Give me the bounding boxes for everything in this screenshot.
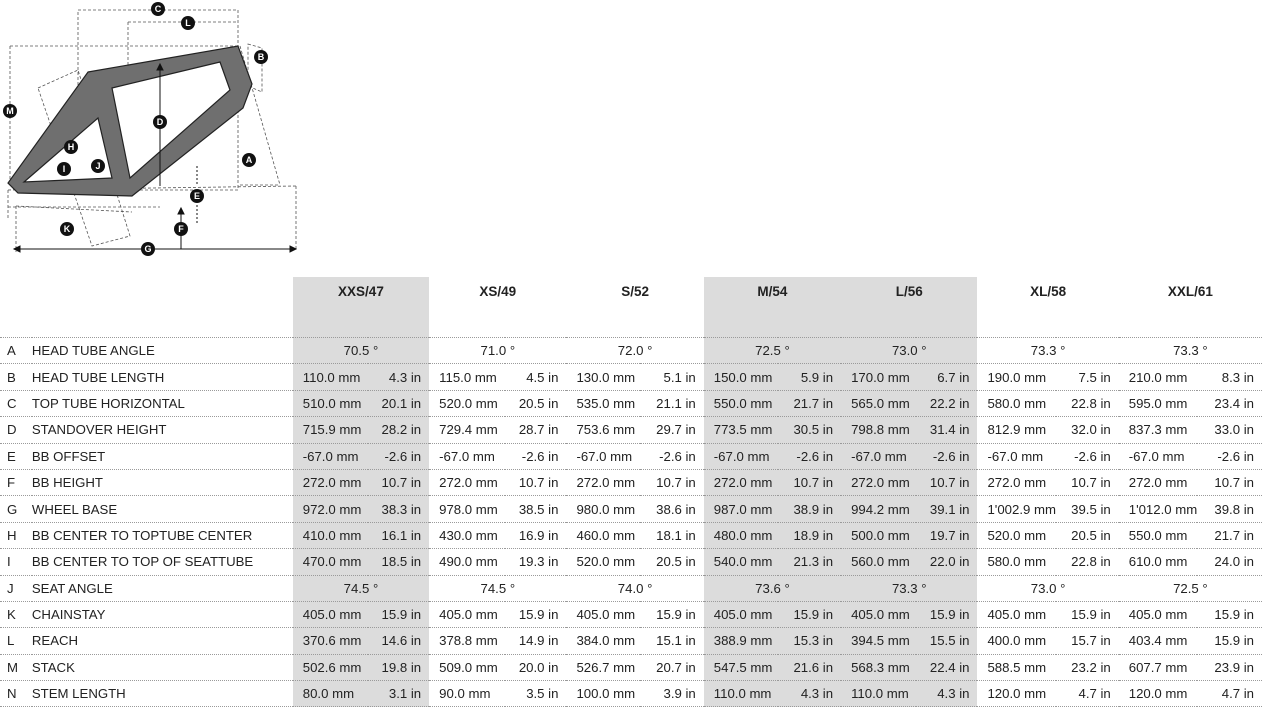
mm-cell: 405.0 mm — [977, 601, 1056, 627]
mm-cell: 500.0 mm — [841, 522, 916, 548]
angle-cell: 70.5 ° — [293, 338, 429, 364]
row-label: TOP TUBE HORIZONTAL — [32, 390, 293, 416]
row-letter: I — [0, 549, 32, 575]
inch-cell: 38.3 in — [368, 496, 429, 522]
inch-cell: 22.2 in — [916, 390, 978, 416]
mm-cell: 272.0 mm — [566, 469, 640, 495]
mm-cell: 110.0 mm — [293, 364, 368, 390]
inch-cell: 39.5 in — [1056, 496, 1119, 522]
row-label: REACH — [32, 628, 293, 654]
size-header: M/54 — [704, 277, 841, 338]
inch-cell: 21.1 in — [640, 390, 704, 416]
mm-cell: 987.0 mm — [704, 496, 779, 522]
inch-cell: 20.0 in — [505, 654, 567, 680]
svg-text:M: M — [6, 106, 14, 116]
inch-cell: 4.7 in — [1197, 681, 1262, 707]
mm-cell: 610.0 mm — [1119, 549, 1198, 575]
angle-cell: 73.3 ° — [977, 338, 1118, 364]
mm-cell: 978.0 mm — [429, 496, 504, 522]
mm-cell: 715.9 mm — [293, 417, 368, 443]
badge-g-icon — [141, 242, 155, 256]
badge-d-icon — [153, 115, 167, 129]
inch-cell: 4.3 in — [368, 364, 429, 390]
row-letter: F — [0, 469, 32, 495]
table-row — [0, 338, 1262, 364]
mm-cell: 753.6 mm — [566, 417, 640, 443]
mm-cell: -67.0 mm — [1119, 443, 1198, 469]
svg-text:A: A — [245, 155, 253, 165]
size-header: XS/49 — [479, 284, 517, 299]
inch-cell: 15.1 in — [640, 628, 704, 654]
row-letter: B — [0, 364, 32, 390]
mm-cell: 405.0 mm — [704, 601, 779, 627]
mm-cell: 980.0 mm — [566, 496, 640, 522]
inch-cell: 15.9 in — [1197, 628, 1262, 654]
angle-cell: 73.3 ° — [1119, 338, 1262, 364]
badge-m-icon — [3, 104, 17, 118]
table-row — [0, 654, 1262, 680]
svg-text:K: K — [63, 224, 71, 234]
table-row — [0, 364, 1262, 390]
mm-cell: 400.0 mm — [977, 628, 1056, 654]
mm-cell: 120.0 mm — [1119, 681, 1198, 707]
inch-cell: 16.9 in — [505, 522, 567, 548]
row-letter: G — [0, 496, 32, 522]
inch-cell: 20.5 in — [1056, 522, 1119, 548]
mm-cell: 210.0 mm — [1119, 364, 1198, 390]
mm-cell: 120.0 mm — [977, 681, 1056, 707]
geometry-table — [0, 277, 1262, 707]
inch-cell: 21.3 in — [778, 549, 841, 575]
inch-cell: 28.7 in — [505, 417, 567, 443]
inch-cell: 19.8 in — [368, 654, 429, 680]
inch-cell: 33.0 in — [1197, 417, 1262, 443]
mm-cell: 580.0 mm — [977, 390, 1056, 416]
svg-text:H: H — [67, 142, 75, 152]
angle-cell: 72.5 ° — [1119, 575, 1262, 601]
mm-cell: 80.0 mm — [293, 681, 368, 707]
mm-cell: 430.0 mm — [429, 522, 504, 548]
mm-cell: 837.3 mm — [1119, 417, 1198, 443]
mm-cell: 607.7 mm — [1119, 654, 1198, 680]
mm-cell: 405.0 mm — [841, 601, 916, 627]
mm-cell: -67.0 mm — [704, 443, 779, 469]
mm-cell: 547.5 mm — [704, 654, 779, 680]
row-label: WHEEL BASE — [32, 496, 293, 522]
inch-cell: 18.5 in — [368, 549, 429, 575]
inch-cell: 20.7 in — [640, 654, 704, 680]
angle-cell: 72.5 ° — [704, 338, 841, 364]
inch-cell: 8.3 in — [1197, 364, 1262, 390]
mm-cell: 520.0 mm — [429, 390, 504, 416]
inch-cell: -2.6 in — [778, 443, 841, 469]
size-header: L/56 — [841, 277, 977, 338]
row-label: BB CENTER TO TOPTUBE CENTER — [32, 522, 293, 548]
mm-cell: 190.0 mm — [977, 364, 1056, 390]
mm-cell: 150.0 mm — [704, 364, 779, 390]
mm-cell: 550.0 mm — [1119, 522, 1198, 548]
row-label: BB OFFSET — [32, 443, 293, 469]
row-label: CHAINSTAY — [32, 601, 293, 627]
mm-cell: 1'012.0 mm — [1119, 496, 1198, 522]
mm-cell: 115.0 mm — [429, 364, 504, 390]
inch-cell: 10.7 in — [505, 469, 567, 495]
inch-cell: 24.0 in — [1197, 549, 1262, 575]
inch-cell: -2.6 in — [505, 443, 567, 469]
mm-cell: 509.0 mm — [429, 654, 504, 680]
inch-cell: 22.4 in — [916, 654, 978, 680]
row-letter: J — [0, 575, 32, 601]
row-letter: D — [0, 417, 32, 443]
mm-cell: 812.9 mm — [977, 417, 1056, 443]
inch-cell: -2.6 in — [1056, 443, 1119, 469]
mm-cell: 470.0 mm — [293, 549, 368, 575]
inch-cell: 6.7 in — [916, 364, 978, 390]
svg-text:E: E — [193, 191, 201, 201]
inch-cell: 23.4 in — [1197, 390, 1262, 416]
inch-cell: 10.7 in — [368, 469, 429, 495]
angle-cell: 73.0 ° — [841, 338, 977, 364]
inch-cell: 23.2 in — [1056, 654, 1119, 680]
mm-cell: -67.0 mm — [566, 443, 640, 469]
angle-cell: 74.0 ° — [566, 575, 703, 601]
mm-cell: 272.0 mm — [429, 469, 504, 495]
row-letter: H — [0, 522, 32, 548]
inch-cell: 15.3 in — [778, 628, 841, 654]
row-letter: C — [0, 390, 32, 416]
inch-cell: 10.7 in — [1056, 469, 1119, 495]
mm-cell: 550.0 mm — [704, 390, 779, 416]
mm-cell: 729.4 mm — [429, 417, 504, 443]
mm-cell: 798.8 mm — [841, 417, 916, 443]
svg-text:J: J — [95, 161, 101, 171]
mm-cell: 480.0 mm — [704, 522, 779, 548]
badge-b-icon — [254, 50, 268, 64]
inch-cell: 39.1 in — [916, 496, 978, 522]
badge-f-icon — [174, 222, 188, 236]
inch-cell: 30.5 in — [778, 417, 841, 443]
mm-cell: 565.0 mm — [841, 390, 916, 416]
table-row — [0, 575, 1262, 601]
inch-cell: 15.9 in — [778, 601, 841, 627]
mm-cell: 460.0 mm — [566, 522, 640, 548]
svg-text:I: I — [62, 164, 66, 174]
mm-cell: 272.0 mm — [293, 469, 368, 495]
inch-cell: 15.9 in — [1056, 601, 1119, 627]
badge-a-icon — [242, 153, 256, 167]
size-header: XL/58 — [1030, 284, 1067, 299]
inch-cell: 3.9 in — [640, 681, 704, 707]
inch-cell: -2.6 in — [916, 443, 978, 469]
svg-text:L: L — [185, 18, 191, 28]
header-corner — [0, 277, 293, 338]
inch-cell: 38.5 in — [505, 496, 567, 522]
row-label: BB CENTER TO TOP OF SEATTUBE — [32, 549, 293, 575]
angle-cell: 74.5 ° — [429, 575, 566, 601]
angle-cell: 73.3 ° — [841, 575, 977, 601]
badge-e-icon — [190, 189, 204, 203]
inch-cell: 20.5 in — [505, 390, 567, 416]
inch-cell: 31.4 in — [916, 417, 978, 443]
mm-cell: 170.0 mm — [841, 364, 916, 390]
table-row — [0, 417, 1262, 443]
inch-cell: 7.5 in — [1056, 364, 1119, 390]
inch-cell: 15.9 in — [640, 601, 704, 627]
inch-cell: 3.1 in — [368, 681, 429, 707]
mm-cell: 130.0 mm — [566, 364, 640, 390]
row-label: BB HEIGHT — [32, 469, 293, 495]
row-label: STEM LENGTH — [32, 681, 293, 707]
angle-cell: 71.0 ° — [429, 338, 566, 364]
inch-cell: 38.9 in — [778, 496, 841, 522]
inch-cell: 19.3 in — [505, 549, 567, 575]
inch-cell: 15.9 in — [916, 601, 978, 627]
inch-cell: 5.1 in — [640, 364, 704, 390]
mm-cell: 510.0 mm — [293, 390, 368, 416]
row-label: STANDOVER HEIGHT — [32, 417, 293, 443]
svg-text:F: F — [178, 224, 184, 234]
badge-h-icon — [64, 140, 78, 154]
mm-cell: 378.8 mm — [429, 628, 504, 654]
mm-cell: 394.5 mm — [841, 628, 916, 654]
inch-cell: 16.1 in — [368, 522, 429, 548]
mm-cell: 403.4 mm — [1119, 628, 1198, 654]
inch-cell: 15.9 in — [505, 601, 567, 627]
svg-text:B: B — [257, 52, 265, 62]
mm-cell: 272.0 mm — [977, 469, 1056, 495]
row-letter: M — [0, 654, 32, 680]
row-letter: E — [0, 443, 32, 469]
mm-cell: 568.3 mm — [841, 654, 916, 680]
inch-cell: 39.8 in — [1197, 496, 1262, 522]
mm-cell: 520.0 mm — [566, 549, 640, 575]
mm-cell: 994.2 mm — [841, 496, 916, 522]
size-header: XXS/47 — [293, 277, 429, 338]
inch-cell: 22.8 in — [1056, 549, 1119, 575]
mm-cell: 972.0 mm — [293, 496, 368, 522]
size-header: S/52 — [621, 284, 649, 299]
inch-cell: -2.6 in — [368, 443, 429, 469]
inch-cell: 5.9 in — [778, 364, 841, 390]
row-label: SEAT ANGLE — [32, 575, 293, 601]
inch-cell: 4.3 in — [916, 681, 978, 707]
mm-cell: 405.0 mm — [293, 601, 368, 627]
mm-cell: 272.0 mm — [841, 469, 916, 495]
inch-cell: 4.3 in — [778, 681, 841, 707]
mm-cell: 405.0 mm — [429, 601, 504, 627]
inch-cell: 18.9 in — [778, 522, 841, 548]
mm-cell: 520.0 mm — [977, 522, 1056, 548]
inch-cell: 10.7 in — [916, 469, 978, 495]
inch-cell: 15.7 in — [1056, 628, 1119, 654]
inch-cell: 32.0 in — [1056, 417, 1119, 443]
inch-cell: 14.9 in — [505, 628, 567, 654]
mm-cell: 535.0 mm — [566, 390, 640, 416]
mm-cell: 490.0 mm — [429, 549, 504, 575]
inch-cell: 15.9 in — [1197, 601, 1262, 627]
inch-cell: 15.5 in — [916, 628, 978, 654]
row-letter: K — [0, 601, 32, 627]
badge-l-icon — [181, 16, 195, 30]
angle-cell: 72.0 ° — [566, 338, 703, 364]
table-row — [0, 469, 1262, 495]
mm-cell: 410.0 mm — [293, 522, 368, 548]
inch-cell: 19.7 in — [916, 522, 978, 548]
inch-cell: -2.6 in — [640, 443, 704, 469]
badge-j-icon — [91, 159, 105, 173]
svg-text:C: C — [154, 4, 162, 14]
svg-text:G: G — [144, 244, 152, 254]
table-row — [0, 496, 1262, 522]
table-row — [0, 601, 1262, 627]
mm-cell: 540.0 mm — [704, 549, 779, 575]
size-header: XXL/61 — [1167, 284, 1213, 299]
table-row — [0, 522, 1262, 548]
mm-cell: 110.0 mm — [704, 681, 779, 707]
row-label: HEAD TUBE ANGLE — [32, 338, 293, 364]
frame-geometry-diagram — [0, 0, 310, 262]
inch-cell: 29.7 in — [640, 417, 704, 443]
inch-cell: 10.7 in — [640, 469, 704, 495]
inch-cell: 21.6 in — [778, 654, 841, 680]
mm-cell: 560.0 mm — [841, 549, 916, 575]
inch-cell: -2.6 in — [1197, 443, 1262, 469]
mm-cell: 588.5 mm — [977, 654, 1056, 680]
mm-cell: -67.0 mm — [293, 443, 368, 469]
mm-cell: 502.6 mm — [293, 654, 368, 680]
row-letter: A — [0, 338, 32, 364]
angle-cell: 73.6 ° — [704, 575, 841, 601]
inch-cell: 22.8 in — [1056, 390, 1119, 416]
mm-cell: 595.0 mm — [1119, 390, 1198, 416]
table-row — [0, 628, 1262, 654]
table-row — [0, 549, 1262, 575]
row-letter: L — [0, 628, 32, 654]
inch-cell: 21.7 in — [1197, 522, 1262, 548]
inch-cell: 10.7 in — [778, 469, 841, 495]
mm-cell: 405.0 mm — [1119, 601, 1198, 627]
mm-cell: -67.0 mm — [841, 443, 916, 469]
inch-cell: 23.9 in — [1197, 654, 1262, 680]
badge-i-icon — [57, 162, 71, 176]
inch-cell: 20.1 in — [368, 390, 429, 416]
table-row — [0, 443, 1262, 469]
inch-cell: 38.6 in — [640, 496, 704, 522]
table-row — [0, 390, 1262, 416]
row-letter: N — [0, 681, 32, 707]
mm-cell: 272.0 mm — [704, 469, 779, 495]
inch-cell: 22.0 in — [916, 549, 978, 575]
inch-cell: 28.2 in — [368, 417, 429, 443]
inch-cell: 18.1 in — [640, 522, 704, 548]
inch-cell: 14.6 in — [368, 628, 429, 654]
inch-cell: 21.7 in — [778, 390, 841, 416]
inch-cell: 3.5 in — [505, 681, 567, 707]
mm-cell: 90.0 mm — [429, 681, 504, 707]
inch-cell: 4.5 in — [505, 364, 567, 390]
mm-cell: -67.0 mm — [429, 443, 504, 469]
mm-cell: 1'002.9 mm — [977, 496, 1056, 522]
mm-cell: 526.7 mm — [566, 654, 640, 680]
badge-k-icon — [60, 222, 74, 236]
svg-text:D: D — [156, 117, 164, 127]
mm-cell: 272.0 mm — [1119, 469, 1198, 495]
angle-cell: 73.0 ° — [977, 575, 1118, 601]
mm-cell: 405.0 mm — [566, 601, 640, 627]
mm-cell: 370.6 mm — [293, 628, 368, 654]
row-label: STACK — [32, 654, 293, 680]
mm-cell: 384.0 mm — [566, 628, 640, 654]
size-header-row — [0, 277, 1262, 338]
inch-cell: 15.9 in — [368, 601, 429, 627]
mm-cell: -67.0 mm — [977, 443, 1056, 469]
inch-cell: 4.7 in — [1056, 681, 1119, 707]
mm-cell: 773.5 mm — [704, 417, 779, 443]
badge-c-icon — [151, 2, 165, 16]
mm-cell: 110.0 mm — [841, 681, 916, 707]
inch-cell: 10.7 in — [1197, 469, 1262, 495]
mm-cell: 580.0 mm — [977, 549, 1056, 575]
mm-cell: 100.0 mm — [566, 681, 640, 707]
row-label: HEAD TUBE LENGTH — [32, 364, 293, 390]
mm-cell: 388.9 mm — [704, 628, 779, 654]
inch-cell: 20.5 in — [640, 549, 704, 575]
angle-cell: 74.5 ° — [293, 575, 429, 601]
table-row — [0, 681, 1262, 707]
